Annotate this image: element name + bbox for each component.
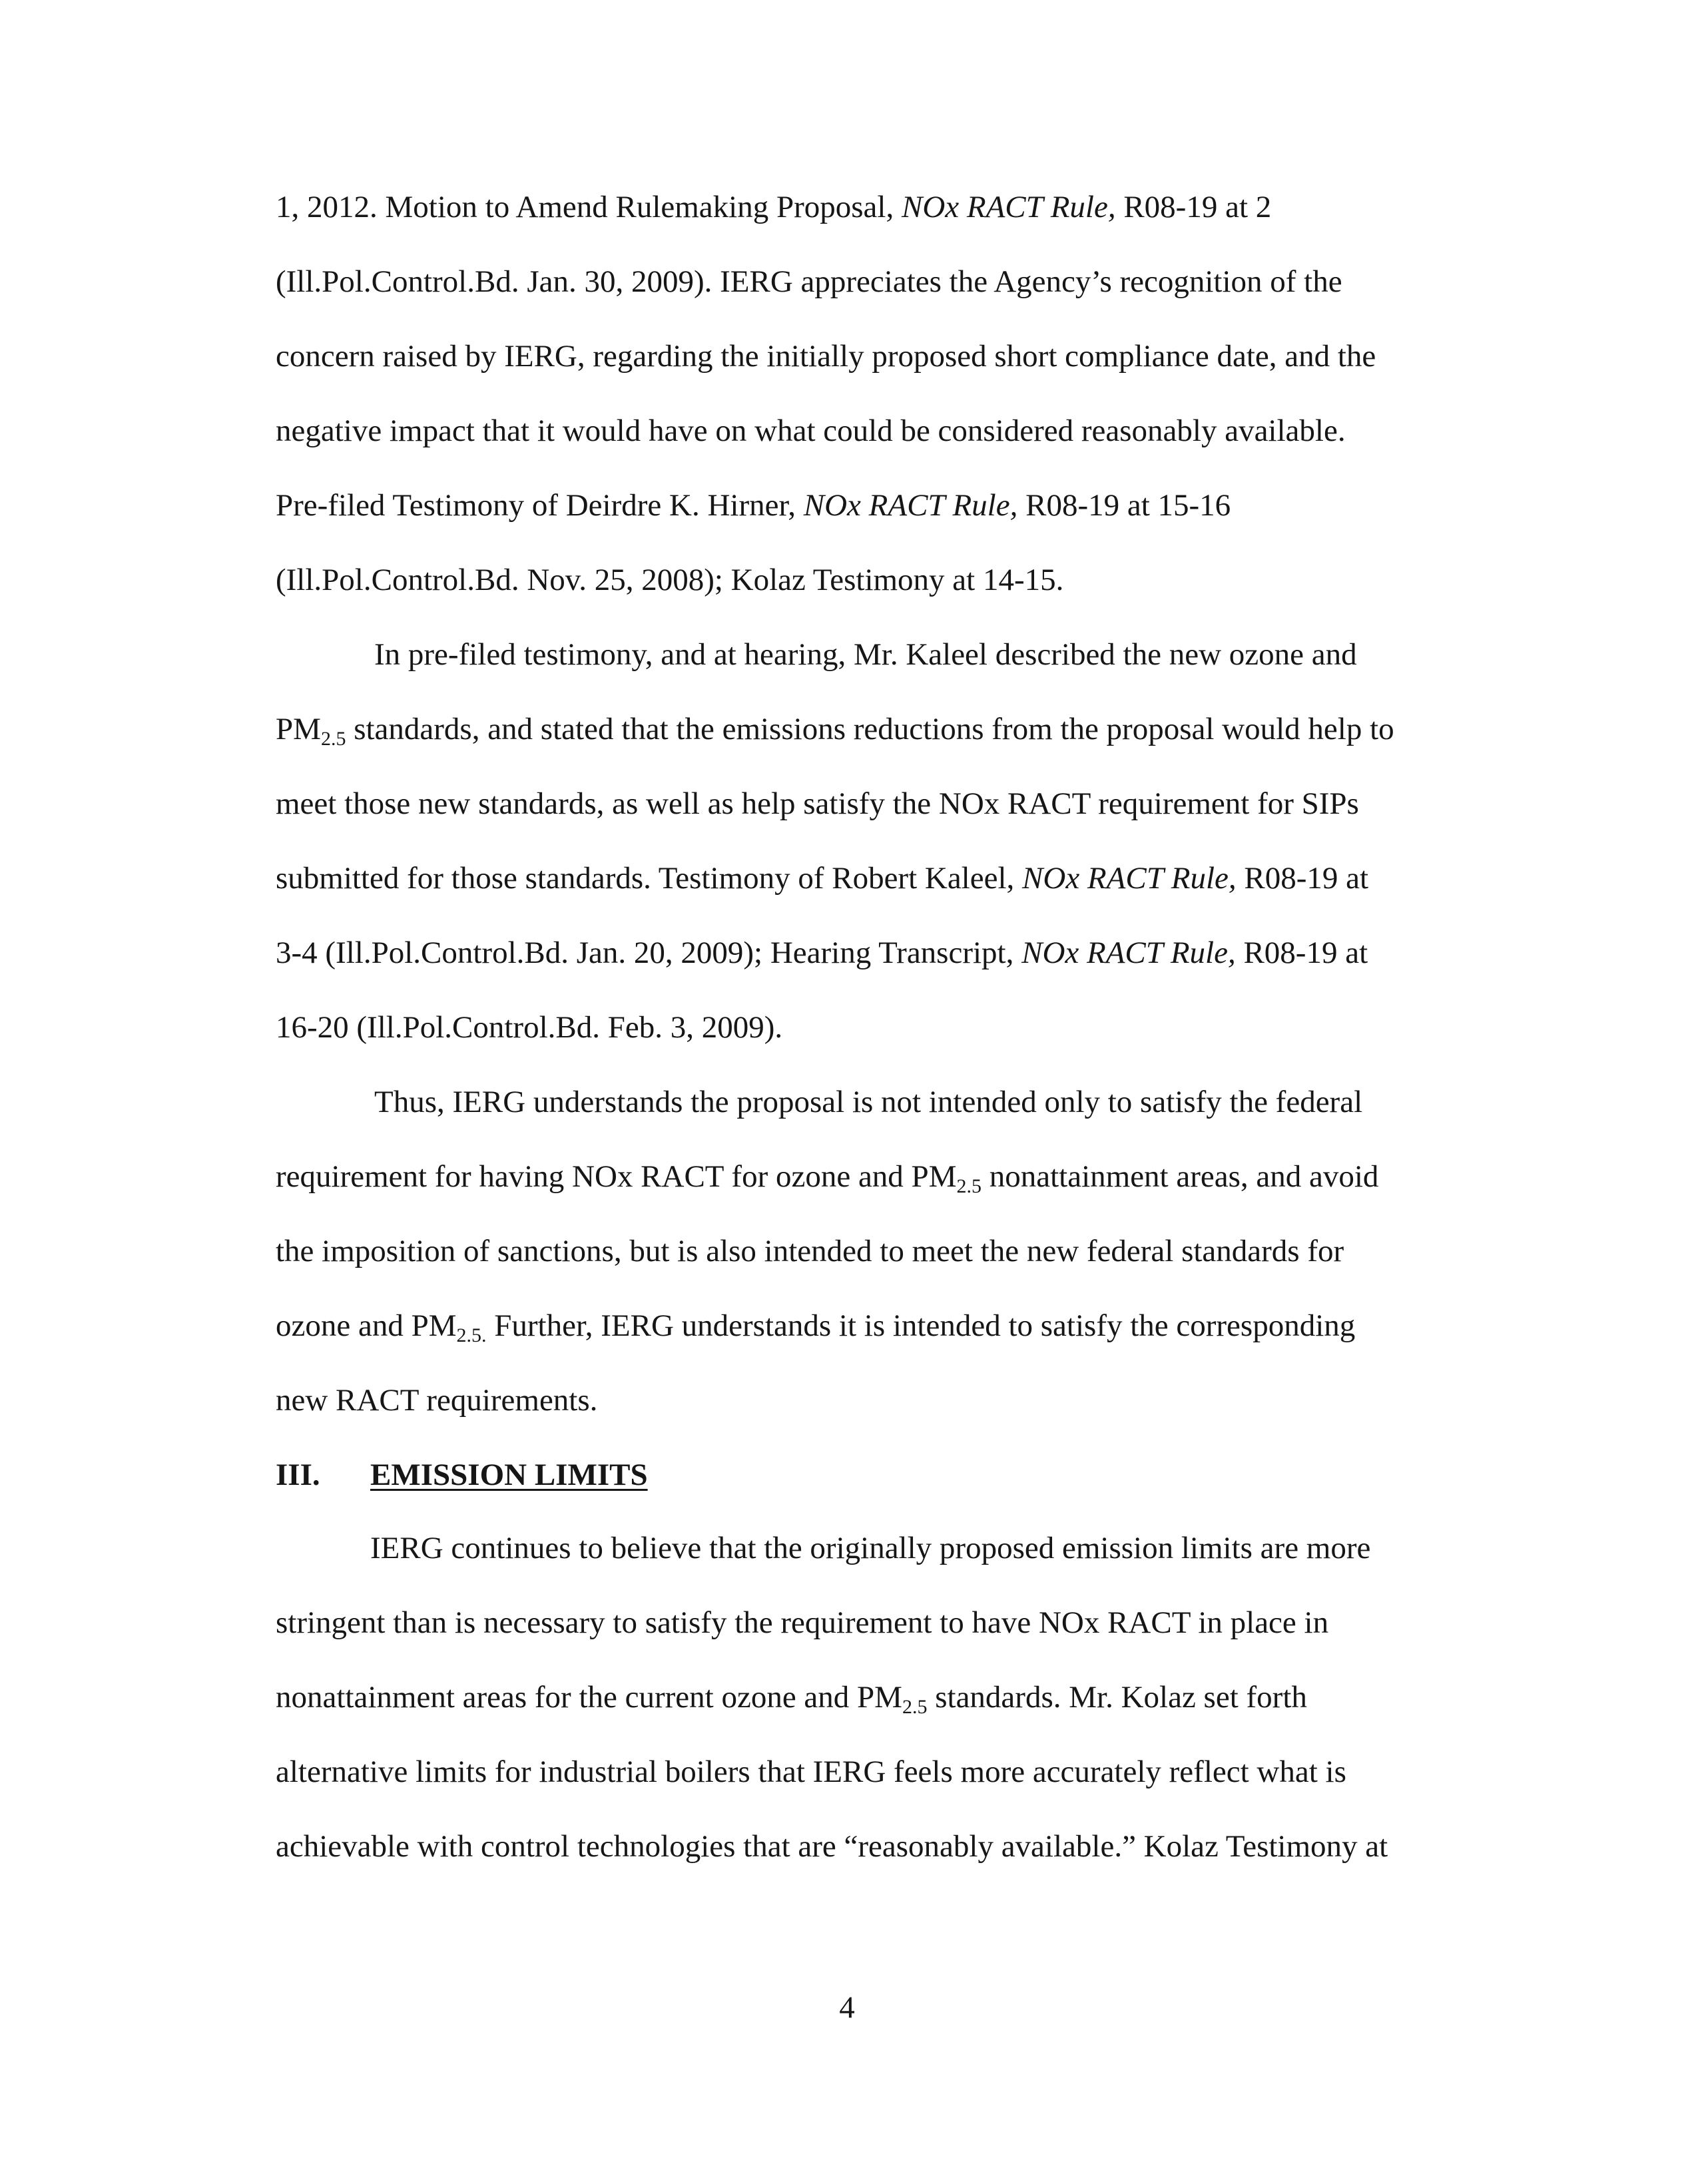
paragraph-2-line-1: In pre-filed testimony, and at hearing, Mr. Kaleel described the new ozone and [374,637,1357,672]
paragraph-3-line-2: requirement for having NOx RACT for ozone and $PM_{2.5}$ nonattainment areas, and avoid [276,1159,1379,1197]
page-number: 4 [839,1990,855,2025]
paragraph-1-line-4: negative impact that it would have on what could be considered reasonably available. [276,413,1346,448]
paragraph-2-line-4: submitted for those standards. Testimony of Robert Kaleel, NOx RACT Rule, R08-19 at [276,861,1369,896]
paragraph-1-line-6: (Ill.Pol.Control.Bd. Nov. 25, 2008); Kolaz Testimony at 14-15. [276,563,1064,597]
paragraph-3-line-1: Thus, IERG understands the proposal is not intended only to satisfy the federal [374,1085,1363,1119]
paragraph-2-line-5: 3-4 (Ill.Pol.Control.Bd. Jan. 20, 2009); Hearing Transcript, NOx RACT Rule, R08-19 at [276,936,1368,970]
paragraph-4-line-5: achievable with control technologies that are “reasonably available.” Kolaz Testimony at [276,1829,1388,1864]
paragraph-1-line-3: concern raised by IERG, regarding the initially proposed short compliance date, and the [276,339,1376,374]
section-number: III. [276,1458,320,1492]
paragraph-2-line-3: meet those new standards, as well as help satisfy the NOx RACT requirement for SIPs [276,786,1359,821]
paragraph-4-line-3: nonattainment areas for the current ozone and $PM_{2.5}$ standards. Mr. Kolaz set forth [276,1680,1307,1718]
paragraph-1-line-5: Pre-filed Testimony of Deirdre K. Hirner, NOx RACT Rule, R08-19 at 15-16 [276,488,1231,523]
paragraph-4-line-2: stringent than is necessary to satisfy the requirement to have NOx RACT in place in [276,1605,1329,1640]
paragraph-1-line-1: 1, 2012. Motion to Amend Rulemaking Proposal, NOx RACT Rule, R08-19 at 2 [276,190,1272,224]
paragraph-2-line-6: 16-20 (Ill.Pol.Control.Bd. Feb. 3, 2009). [276,1010,783,1045]
paragraph-4-line-4: alternative limits for industrial boilers that IERG feels more accurately reflect what is [276,1755,1346,1789]
paragraph-3-line-4: ozone and $PM_{2.5.}$ Further, IERG understands it is intended to satisfy the corresponding [276,1308,1356,1346]
section-title: EMISSION LIMITS [370,1458,648,1492]
paragraph-4-line-1: IERG continues to believe that the originally proposed emission limits are more [370,1531,1371,1565]
paragraph-2-line-2: $PM_{2.5}$ standards, and stated that the emissions reductions from the proposal would help to [276,712,1394,750]
paragraph-3-line-3: the imposition of sanctions, but is also intended to meet the new federal standards for [276,1234,1344,1268]
paragraph-3-line-5: new RACT requirements. [276,1383,598,1418]
paragraph-1-line-2: (Ill.Pol.Control.Bd. Jan. 30, 2009). IERG appreciates the Agency’s recognition of the [276,264,1342,299]
